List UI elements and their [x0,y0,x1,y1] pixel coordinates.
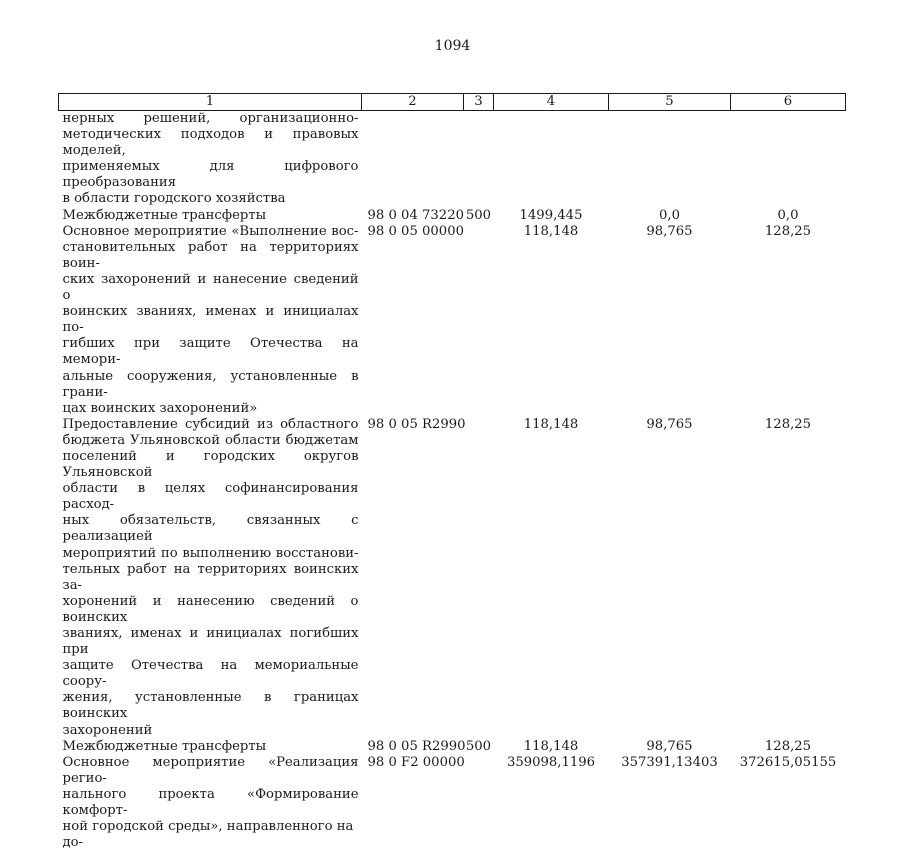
column-header: 3 [464,94,494,111]
row-name-line: званиях, именах и инициалах погибших при [63,626,359,658]
row-vr-cell: 500 [464,208,494,224]
row-code-cell: 98 0 05 R2990 [362,739,464,755]
column-header: 5 [609,94,731,111]
row-name-line: нерных решений, организационно- [63,111,359,127]
row-value-6-cell: 372615,05155 [731,755,846,851]
row-name-cell [59,417,362,739]
page-number: 1094 [0,38,905,54]
row-value-5-cell: 98,765 [609,224,731,417]
row-value-4-cell: 118,148 [494,417,609,739]
row-code-cell: 98 0 05 R2990 [362,417,464,739]
row-value-5-cell: 0,0 [609,208,731,224]
row-name-line: жения, установленные в границах воинских [63,690,359,722]
row-value-4-cell: 118,148 [494,739,609,755]
row-value-4-cell: 359098,1196 [494,755,609,851]
row-name-line: Основное мероприятие «Реализация регио- [63,755,359,787]
row-name-line: гибших при защите Отечества на мемори- [63,336,359,368]
row-name-line: ских захоронений и нанесение сведений о [63,272,359,304]
row-code-cell: 98 0 04 73220 [362,208,464,224]
table-row [59,224,846,417]
row-name-line: Предоставление субсидий из областного [63,417,359,433]
row-name-line: Основное мероприятие «Выполнение вос- [63,224,359,240]
row-vr-cell [464,224,494,417]
row-name-cell [59,208,362,224]
row-value-5-cell: 98,765 [609,739,731,755]
row-name-line: воинских званиях, именах и инициалах по- [63,304,359,336]
row-name-line: альные сооружения, установленные в грани- [63,369,359,401]
row-name-line: становительных работ на территориях воин- [63,240,359,272]
row-value-4-cell [494,111,609,208]
row-value-6-cell [731,111,846,208]
table-row [59,111,846,208]
row-value-5-cell: 357391,13403 [609,755,731,851]
row-name-line: применяемых для цифрового преобразования [63,159,359,191]
row-vr-cell: 500 [464,739,494,755]
row-value-6-cell: 128,25 [731,224,846,417]
row-name-line: тельных работ на территориях воинских за- [63,562,359,594]
row-name-line: ной городской среды», направленного на до- [63,819,359,851]
table-body [59,94,846,851]
row-name-line: мероприятий по выполнению восстанови- [63,546,359,562]
row-code-cell: 98 0 05 00000 [362,224,464,417]
column-header: 4 [494,94,609,111]
row-name-line: нального проекта «Формирование комфорт- [63,787,359,819]
row-vr-cell [464,417,494,739]
row-vr-cell [464,755,494,851]
row-code-cell: 98 0 F2 00000 [362,755,464,851]
row-name-line: хоронений и нанесению сведений о воинских [63,594,359,626]
row-code-cell [362,111,464,208]
row-value-4-cell: 118,148 [494,224,609,417]
table-row [59,417,846,739]
row-name-line: ных обязательств, связанных с реализацией [63,513,359,545]
row-value-6-cell: 128,25 [731,417,846,739]
row-value-5-cell: 98,765 [609,417,731,739]
table-row [59,739,846,755]
row-vr-cell [464,111,494,208]
row-name-line: захоронений [63,723,359,739]
column-header-row [59,94,846,111]
row-name-line: бюджета Ульяновской области бюджетам [63,433,359,449]
row-value-4-cell: 1499,445 [494,208,609,224]
budget-table [58,93,846,851]
row-name-line: в области городского хозяйства [63,191,359,207]
row-name-cell [59,224,362,417]
table-row [59,208,846,224]
row-name-cell [59,111,362,208]
row-name-line: поселений и городских округов Ульяновской [63,449,359,481]
row-value-5-cell [609,111,731,208]
row-name-line: методических подходов и правовых моделей, [63,127,359,159]
column-header: 2 [362,94,464,111]
row-name-line: области в целях софинансирования расход- [63,481,359,513]
row-name-line: Межбюджетные трансферты [63,208,359,224]
row-value-6-cell: 0,0 [731,208,846,224]
row-name-line: защите Отечества на мемориальные соору- [63,658,359,690]
row-name-cell [59,739,362,755]
row-name-line: Межбюджетные трансферты [63,739,359,755]
row-name-line: цах воинских захоронений» [63,401,359,417]
column-header: 6 [731,94,846,111]
row-value-6-cell: 128,25 [731,739,846,755]
row-name-cell [59,755,362,851]
table-row [59,755,846,851]
column-header: 1 [59,94,362,111]
